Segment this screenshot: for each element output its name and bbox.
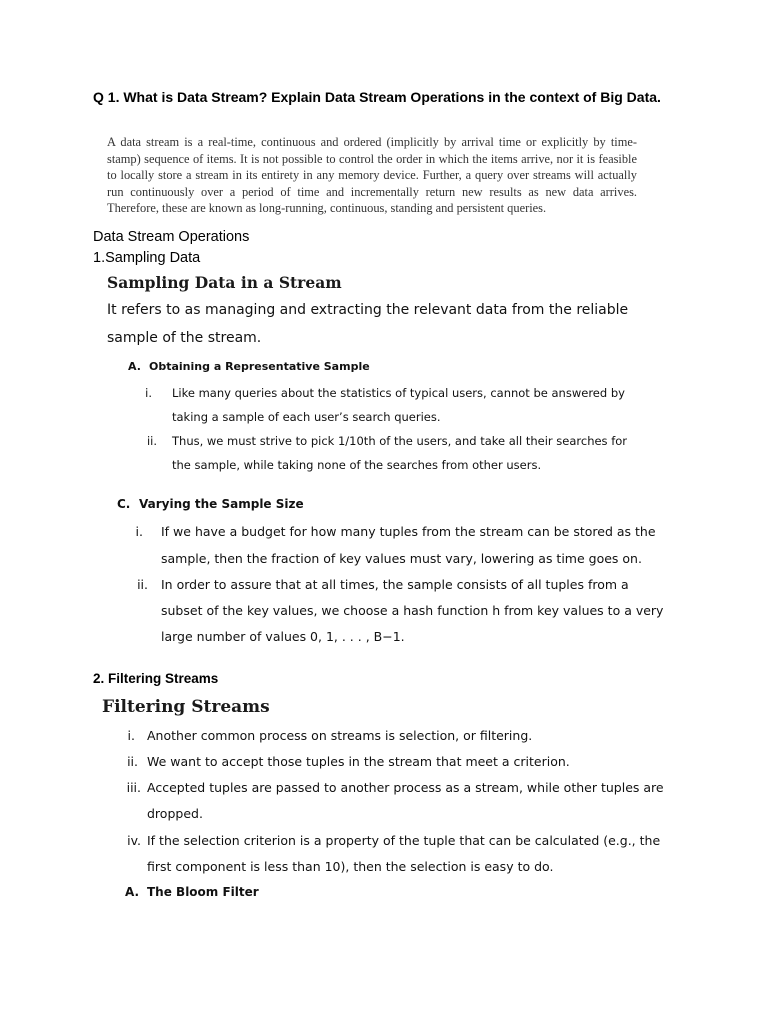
bloom-filter-title: The Bloom Filter (147, 885, 259, 899)
list-marker: i. (127, 728, 135, 743)
list-item-line: the sample, while taking none of the searches from other users. (172, 458, 542, 472)
intro-paragraph: A data stream is a real-time, continuous and ordered (implicitly by arrival time or explicitly by time-stamp) sequence of items. It is not possible to control the order in which the items arrive, nor it is feasible to locally store a stream in its entirety in any memory device. Further, a query over streams will actually run continuously over a period of time and incrementally return new results as new data arrives. Therefore, these are known as long-running, continuous, standing and persistent queries. (107, 135, 637, 216)
list-item-line: We want to accept those tuples in the stream that meet a criterion. (147, 754, 570, 769)
list-item-line: In order to assure that at all times, the sample consists of all tuples from a (161, 577, 629, 592)
list-item-line: dropped. (147, 806, 203, 821)
sampling-desc-line2: sample of the stream. (107, 330, 262, 346)
list-item-line: sample, then the fraction of key values must vary, lowering as time goes on. (161, 551, 642, 566)
list-item-line: large number of values 0, 1, . . . , B−1. (161, 629, 405, 644)
list-marker: ii. (137, 577, 148, 592)
list-item-line: If we have a budget for how many tuples from the stream can be stored as the (161, 524, 656, 539)
list-marker: i. (145, 386, 152, 400)
list-marker: iii. (126, 780, 141, 795)
list-item-line: If the selection criterion is a property of the tuple that can be calculated (e.g., the (147, 833, 661, 848)
sampling-desc-line1: It refers to as managing and extracting the relevant data from the reliable (107, 302, 629, 318)
operations-heading: Data Stream Operations (93, 229, 250, 245)
sampling-slide-title: Sampling Data in a Stream (107, 273, 342, 292)
sub-a-marker: A. (128, 360, 141, 373)
list-item-line: Accepted tuples are passed to another process as a stream, while other tuples are (147, 780, 664, 795)
sub-a-title: Obtaining a Representative Sample (149, 360, 370, 373)
sub-c-title: Varying the Sample Size (139, 497, 304, 511)
sub-c-marker: C. (117, 497, 131, 511)
list-item-line: taking a sample of each user’s search queries. (172, 410, 441, 424)
list-item-line: first component is less than 10), then the selection is easy to do. (147, 859, 554, 874)
list-marker: i. (135, 524, 143, 539)
list-marker: ii. (146, 434, 157, 448)
list-item-line: Like many queries about the statistics of typical users, cannot be answered by (172, 386, 625, 400)
bloom-marker: A. (125, 885, 140, 899)
list-item-line: Another common process on streams is selection, or filtering. (147, 728, 533, 743)
filtering-slide-title: Filtering Streams (102, 697, 270, 717)
list-item-line: Thus, we must strive to pick 1/10th of the users, and take all their searches for (172, 434, 628, 448)
list-marker: iv. (127, 833, 141, 848)
sampling-heading: 1.Sampling Data (93, 250, 201, 266)
filtering-heading: 2. Filtering Streams (93, 671, 219, 686)
list-item-line: subset of the key values, we choose a hash function h from key values to a very (161, 603, 664, 618)
question-title: Q 1. What is Data Stream? Explain Data Stream Operations in the context of Big Data. (93, 89, 661, 105)
list-marker: ii. (127, 754, 138, 769)
